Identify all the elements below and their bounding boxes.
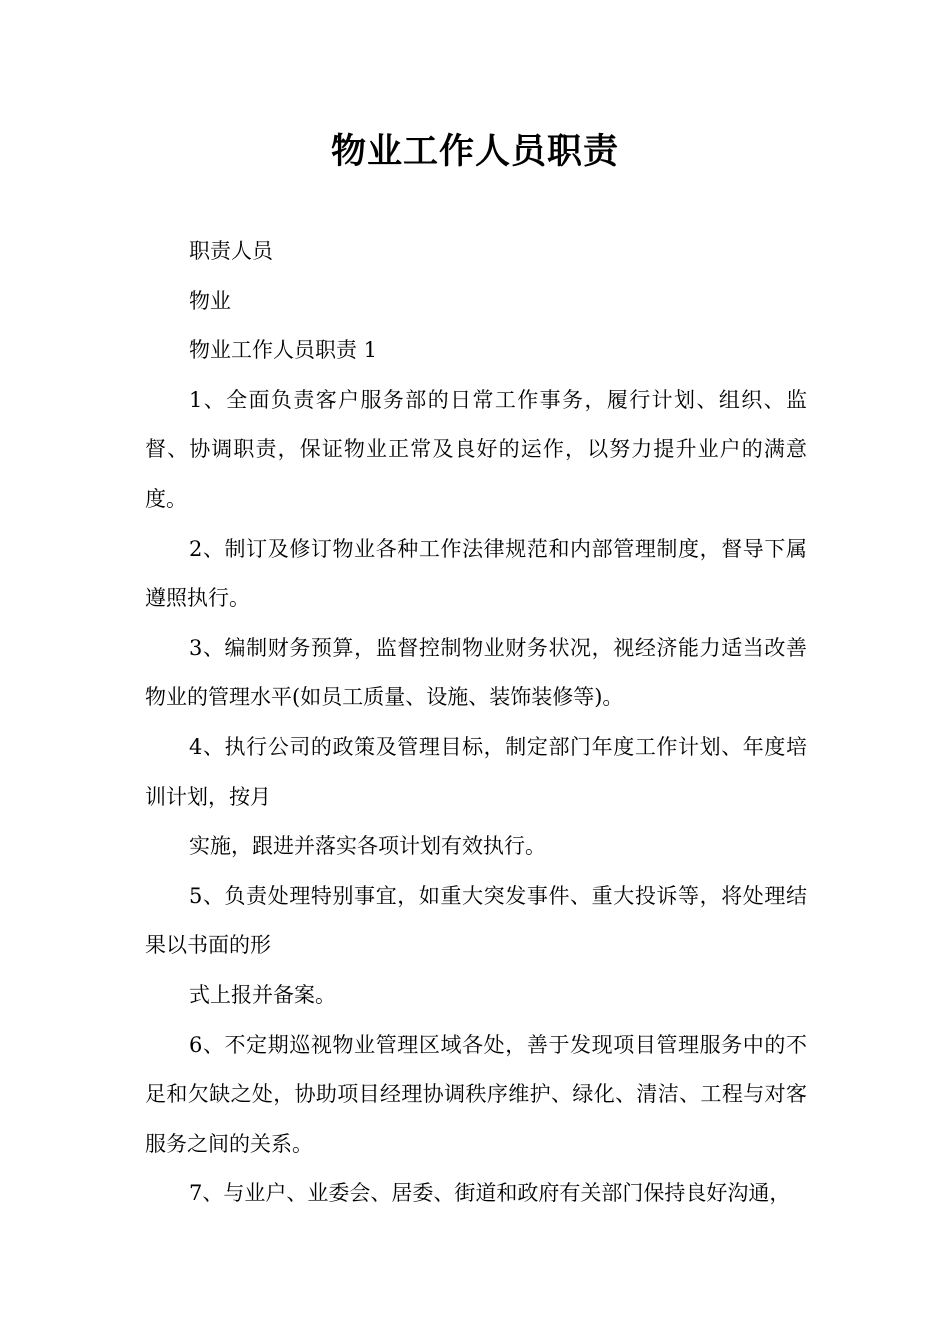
paragraph-item-4-continued: 实施，跟进并落实各项计划有效执行。 [189, 834, 546, 859]
paragraph-responsible-person: 职责人员 [189, 239, 273, 263]
paragraph-property: 物业 [189, 288, 231, 313]
paragraph-section-heading: 物业工作人员职责 1 [189, 338, 378, 363]
paragraph-item-4: 4、执行公司的政策及管理目标，制定部门年度工作计划、年度培训计划，按月 [145, 734, 807, 809]
paragraph-item-7: 7、与业户、业委会、居委、街道和政府有关部门保持良好沟通， [189, 1181, 791, 1206]
document-title: 物业工作人员职责 [330, 132, 619, 172]
paragraph-item-3: 3、编制财务预算，监督控制物业财务状况，视经济能力适当改善物业的管理水平(如员工质量、设施、装饰装修等)。 [145, 635, 807, 710]
paragraph-item-2: 2、制订及修订物业各种工作法律规范和内部管理制度，督导下属遵照执行。 [145, 536, 807, 611]
paragraph-item-6: 6、不定期巡视物业管理区域各处，善于发现项目管理服务中的不足和欠缺之处，协助项目经理协调秩序维护、绿化、清洁、工程与对客服务之间的关系。 [145, 1032, 807, 1156]
paragraph-item-5: 5、负责处理特别事宜，如重大突发事件、重大投诉等，将处理结果以书面的形 [145, 883, 807, 958]
document-body [145, 227, 807, 1219]
paragraph-item-1: 1、全面负责客户服务部的日常工作事务，履行计划、组织、监督、协调职责，保证物业正常及良好的运作，以努力提升业户的满意度。 [145, 387, 807, 511]
paragraph-item-5-continued: 式上报并备案。 [189, 982, 336, 1007]
